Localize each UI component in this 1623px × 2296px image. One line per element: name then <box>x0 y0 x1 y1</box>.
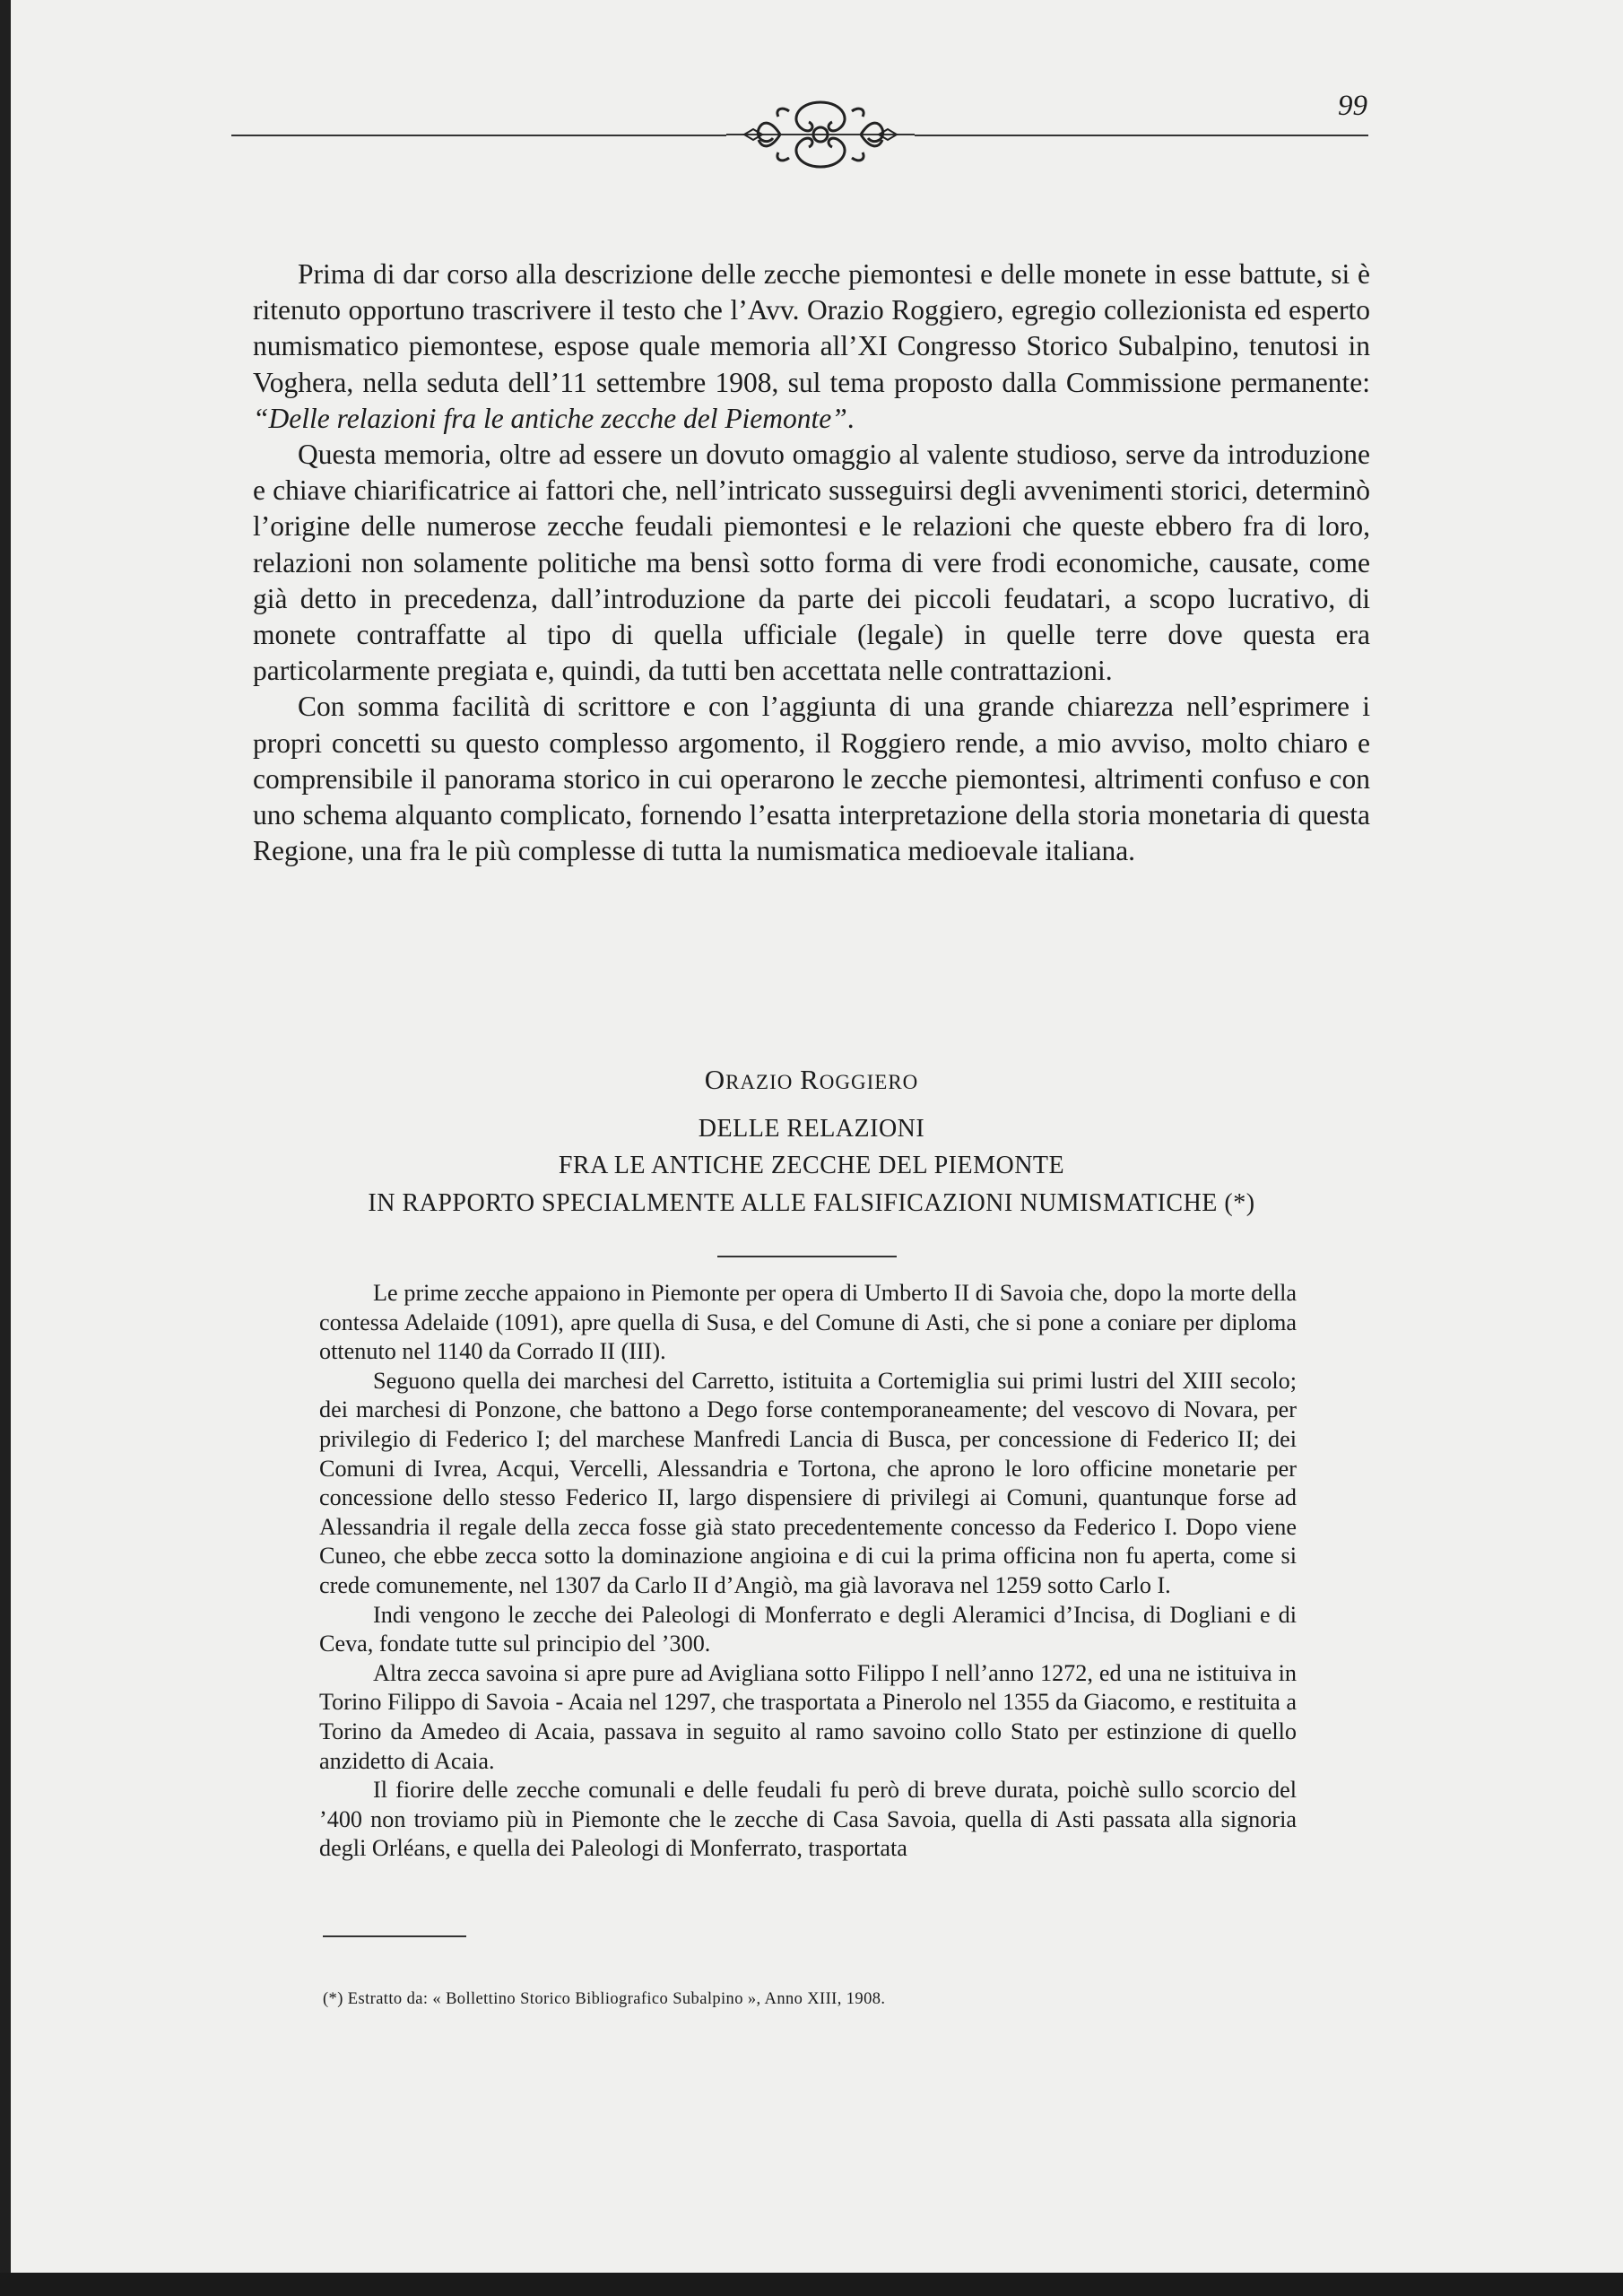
article-paragraph: Le prime zecche appaiono in Piemonte per opera di Umberto II di Savoia che, dopo la morte della contessa Adelaide (1091), apre quella di Susa, e del Comune di Asti, che si pone a coniare per diploma ottenuto nel 1140 da Corrado II (III). <box>319 1280 1297 1365</box>
title-rule <box>717 1256 897 1257</box>
footnote: (*) Estratto da: « Bollettino Storico Bibliografico Subalpino », Anno XIII, 1908. <box>323 1990 886 2008</box>
article-paragraph: Indi vengono le zecche dei Paleologi di Monferrato e degli Aleramici d’Incisa, di Dogliani e di Ceva, fondate tutte sul principio del ’300. <box>319 1601 1297 1657</box>
article-body <box>319 1279 1297 1864</box>
page-number: 99 <box>1338 90 1367 122</box>
article-paragraph: Il fiorire delle zecche comunali e delle feudali fu però di breve durata, poichè sullo scorcio del ’400 non troviamo più in Piemonte che le zecche di Casa Savoia, quella di Asti passata alla signoria degli Orléans, e quella dei Paleologi di Monferrato, trasportata <box>319 1777 1297 1862</box>
footnote-rule <box>323 1935 466 1937</box>
article-author: ORAZIO ROGGIERO <box>704 1064 919 1095</box>
scan-edge-left <box>0 0 11 2296</box>
intro-paragraph-1-text: Prima di dar corso alla descrizione delle zecche piemontesi e delle monete in esse battute, si è ritenuto opportuno trascrivere il testo che l’Avv. Orazio Roggiero, egregio collezionista ed esperto numismatico piemontese, espose quale memoria all’XI Congresso Storico Subalpino, tenutosi in Voghera, nella seduta dell’11 settembre 1908, sul tema proposto dalla Commissione permanente: <box>253 258 1370 398</box>
article-title-line-2: FRA LE ANTICHE ZECCHE DEL PIEMONTE <box>558 1152 1065 1179</box>
header-ornament-icon <box>726 93 915 183</box>
article-title-line-1: DELLE RELAZIONI <box>698 1115 925 1143</box>
intro-quoted-title: “Delle relazioni fra le antiche zecche del Piemonte” <box>253 402 847 434</box>
scan-edge-bottom <box>0 2273 1623 2296</box>
intro-paragraph: Questa memoria, oltre ad essere un dovuto omaggio al valente studioso, serve da introduzione e chiave chiarificatrice ai fattori che, nell’intricato susseguirsi degli avvenimenti storici, determinò l’origine delle numerose zecche feudali piemontesi e le relazioni che queste ebbero fra di loro, relazioni non solamente politiche ma bensì sotto forma di vere frodi economiche, causate, come già detto in precedenza, dall’introduzione da parte dei piccoli feudatari, a scopo lucrativo, di monete contraffatte al tipo di quella ufficiale (legale) in quelle terre dove questa era particolarmente pregiata e, quindi, da tutti ben accettata nelle contrattazioni. <box>253 439 1370 687</box>
intro-paragraph-1-end: . <box>846 402 855 434</box>
article-paragraph: Seguono quella dei marchesi del Carretto, istituita a Cortemiglia sui primi lustri del XIII secolo; dei marchesi di Ponzone, che battono a Dego forse contemporaneamente; del vescovo di Novara, per privilegio di Federico I; del marchese Manfredi Lancia di Busca, per concessione di Federico II; dei Comuni di Ivrea, Acqui, Vercelli, Alessandria e Tortona, che aprono le loro officine monetarie per concessione dello stesso Federico II, largo dispensiere di privilegi ai Comuni, quantunque forse ad Alessandria il regale della zecca fosse già stato precedentemente concesso da Federico I. Dopo viene Cuneo, che ebbe zecca sotto la dominazione angioina e di cui la prima officina non fu aperta, come si crede comunemente, nel 1307 da Carlo II d’Angiò, ma già lavorava nel 1259 sotto Carlo I. <box>319 1367 1297 1598</box>
article-paragraph: Altra zecca savoina si apre pure ad Avigliana sotto Filippo I nell’anno 1272, ed una ne istituiva in Torino Filippo di Savoia - Acaia nel 1297, che trasportata a Pinerolo nel 1355 da Giacomo, e restituita a Torino da Amedeo di Acaia, passava in seguito al ramo savoino collo Stato per estinzione di quello anzidetto di Acaia. <box>319 1659 1297 1774</box>
intro-text <box>253 257 1370 869</box>
article-title-line-3: IN RAPPORTO SPECIALMENTE ALLE FALSIFICAZIONI NUMISMATICHE (*) <box>368 1189 1255 1217</box>
intro-paragraph: Con somma facilità di scrittore e con l’aggiunta di una grande chiarezza nell’esprimere i propri concetti su questo complesso argomento, il Roggiero rende, a mio avviso, molto chiaro e comprensibile il panorama storico in cui operarono le zecche piemontesi, altrimenti confuso e con uno schema alquanto complicato, fornendo l’esatta interpretazione della storia monetaria di questa Regione, una fra le più complesse di tutta la numismatica medioevale italiana. <box>253 691 1370 867</box>
intro-paragraph <box>253 257 1370 437</box>
